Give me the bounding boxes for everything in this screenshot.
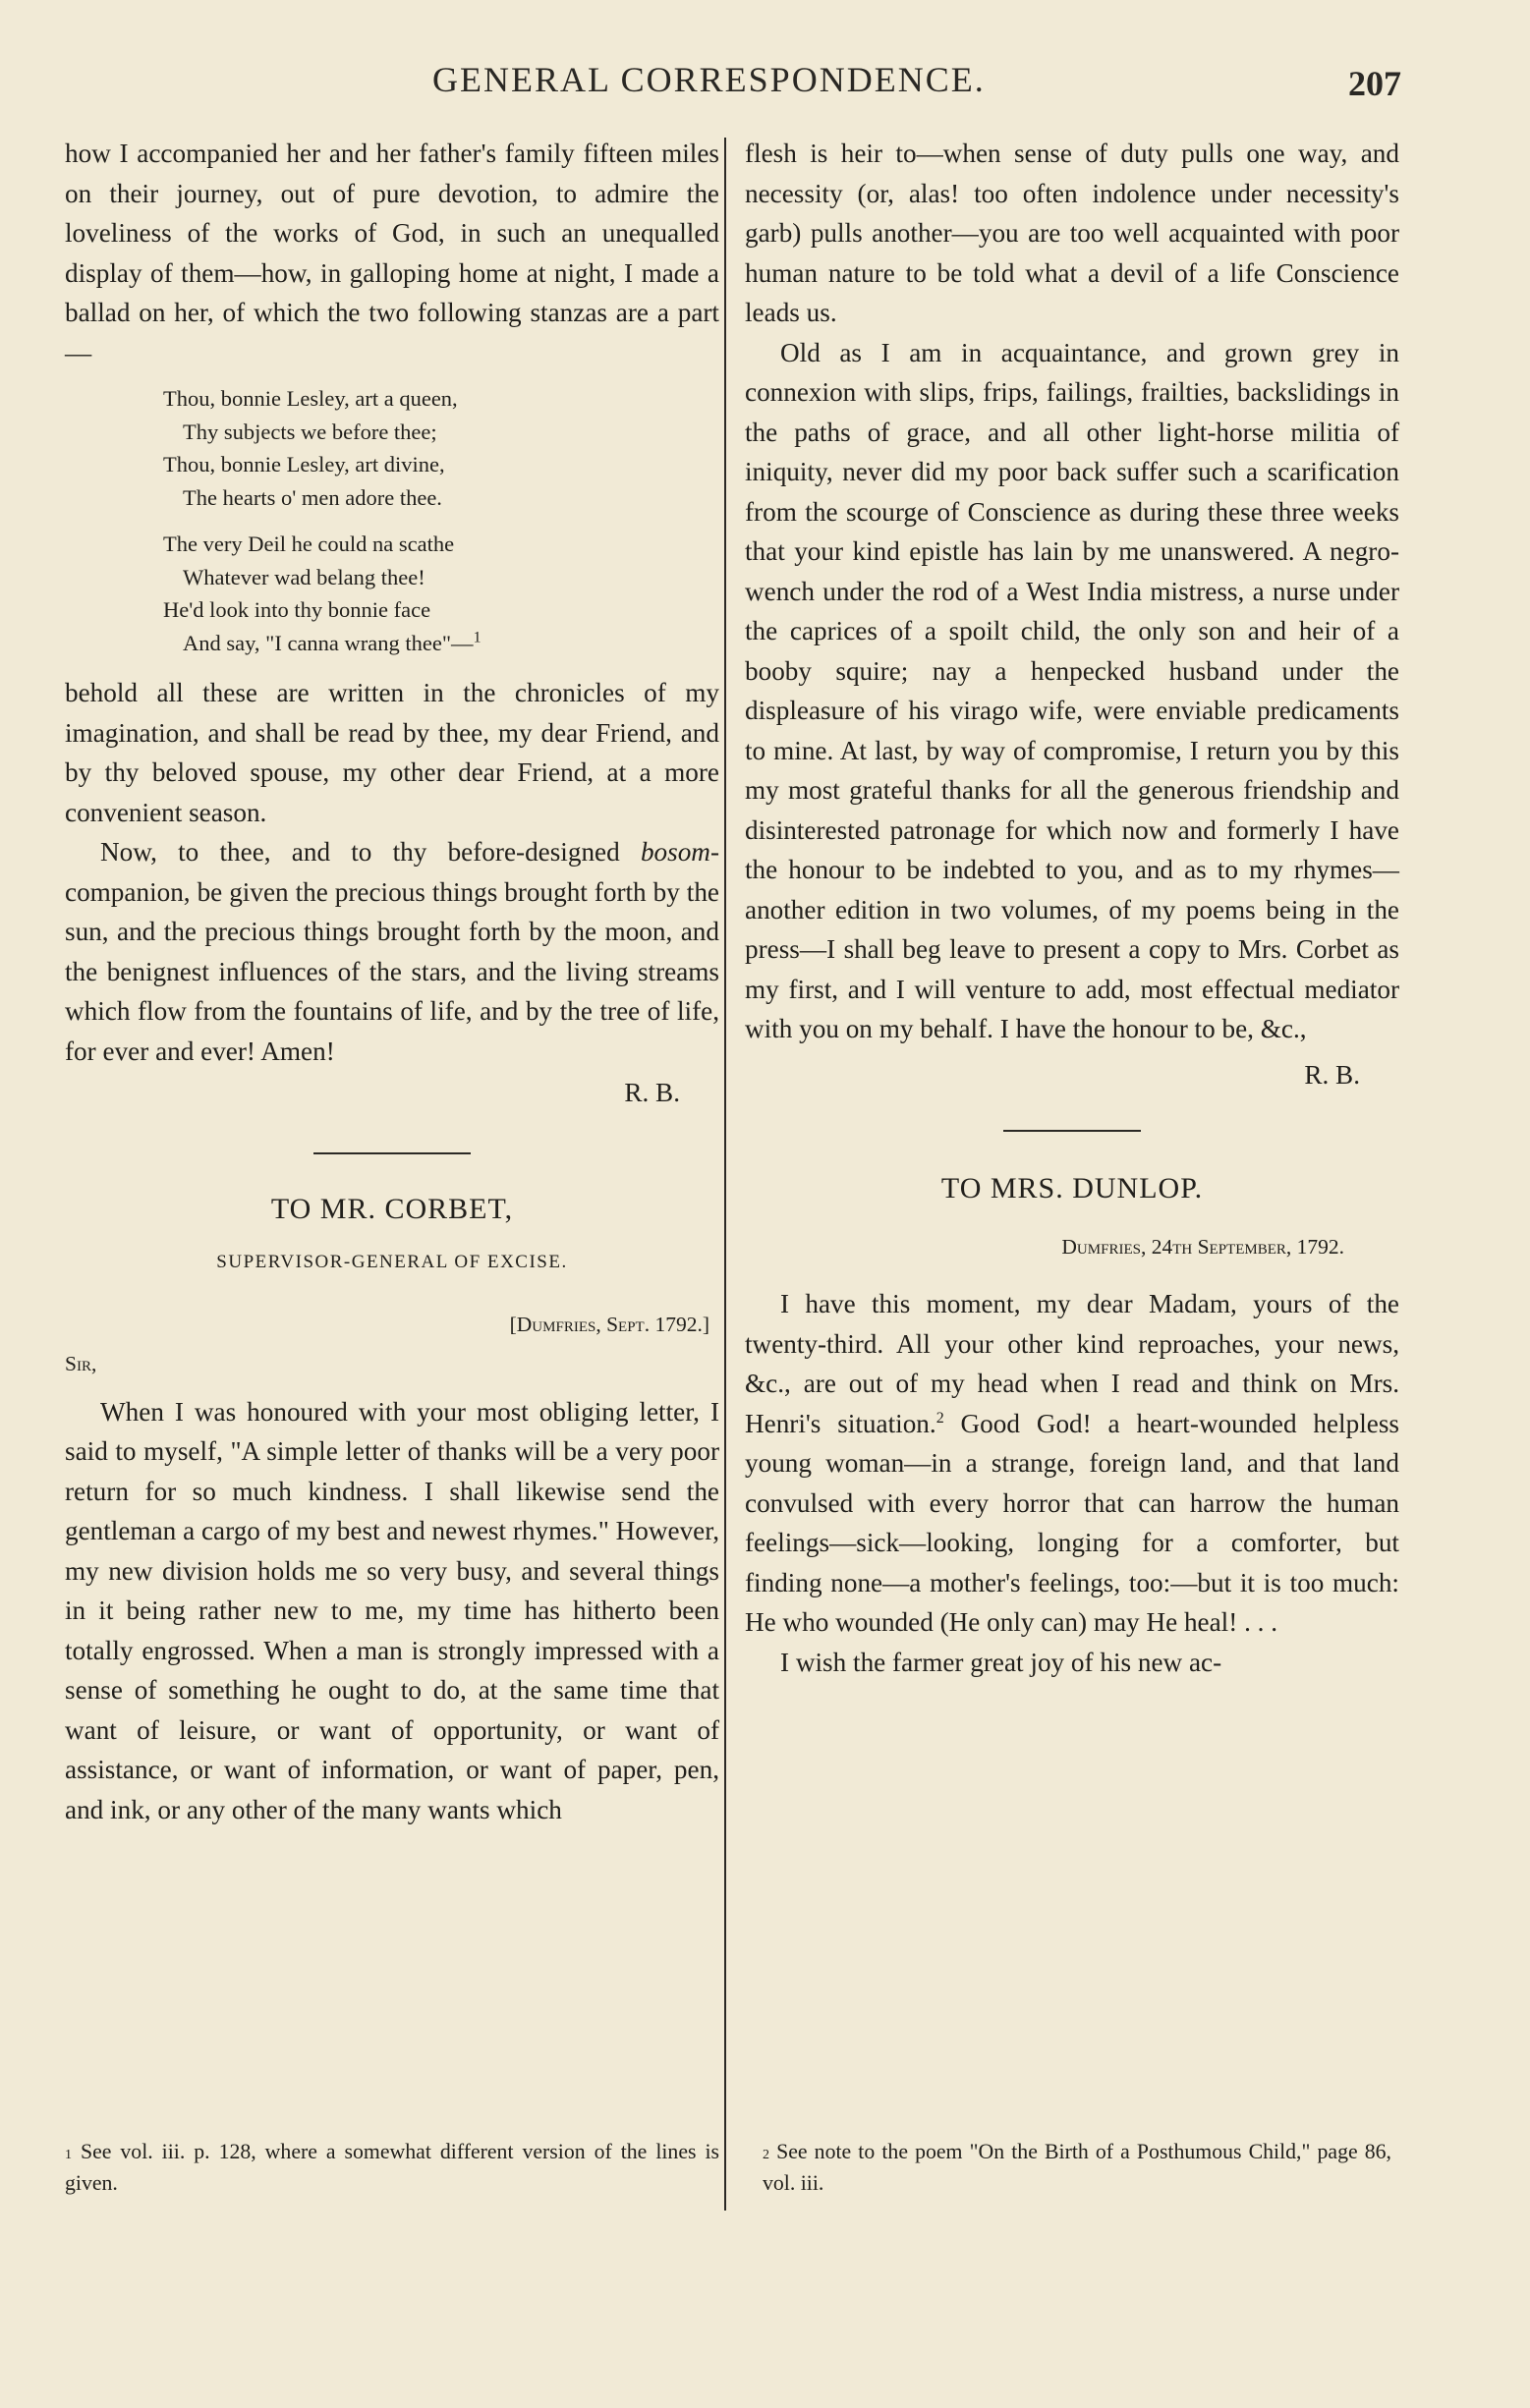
dateline: [Dumfries, Sept. 1792.] <box>509 1312 709 1336</box>
signature: R. B. <box>1304 1059 1360 1090</box>
paragraph: I wish the farmer great joy of his new ac- <box>780 1647 1222 1677</box>
paragraph-text: -companion, be given the precious things brought forth by the sun, and the precious things brought forth by the moon, and the benignest influences of the stars, and the living streams which flow from the fountains of life, and by the tree of life, for ever and ever! Amen! <box>65 837 719 1066</box>
paragraph-text: I have this moment, my dear Madam, yours of the twenty-third. All your other kind reproaches, your news, &c., are out of my head when I read and think on Mrs. Henri's situation. <box>745 1289 1399 1438</box>
footnote-mark: 1 <box>65 2148 72 2162</box>
footnote-ref: 1 <box>473 629 482 645</box>
signature: R. B. <box>624 1078 680 1107</box>
paragraph <box>65 832 719 1071</box>
paragraph: Old as I am in acquaintance, and grown grey in connexion with slips, frips, failings, frailties, backslidings in the paths of grace, and all other light-horse militia of iniquity, never did my poor back suffer such a scarification from the scourge of Conscience as during these three weeks that your kind epistle has lain by me unanswered. A negro-wench under the rod of a West India mistress, a nurse under the caprices of a spoilt child, the only son and heir of a booby squire; nay a henpecked husband under the displeasure of his virago wife, were enviable predicaments to mine. At last, by way of compromise, I return you by this my most grateful thanks for all the generous friendship and disinterested patronage for which now and formerly I have the honour to be indebted to you, and as to my rhymes—another edition in two volumes, of my poems being in the press—I shall beg leave to present a copy to Mrs. Corbet as my first, and I will venture to add, most effectual mediator with you on my behalf. I have the honour to be, &c., <box>745 337 1399 1043</box>
paragraph-text: Good God! a heart-wounded helpless young woman—in a strange, foreign land, and that land convulsed with every horror that can harrow the human feelings—sick—looking, longing for a comforter, but finding none—a mother's feelings, too:—but it is too much: He who wounded (He only can) may He heal! . . . <box>745 1408 1399 1637</box>
left-column <box>65 134 719 1829</box>
paragraph <box>745 1284 1399 1643</box>
verse-line: Thou, bonnie Lesley, art divine, <box>163 452 445 476</box>
running-head: GENERAL CORRESPONDENCE. <box>432 60 986 99</box>
verse-line: Thy subjects we before thee; <box>183 419 437 444</box>
paragraph: flesh is heir to—when sense of duty pulls one way, and necessity (or, alas! too often indolence under necessity's garb) pulls another—you are too well acquainted with poor human nature to be told what a devil of a life Conscience leads us. <box>745 139 1399 327</box>
footnote <box>65 2136 719 2199</box>
verse-line: He'd look into thy bonnie face <box>163 597 431 622</box>
footnote-text: See vol. iii. p. 128, where a somewhat different version of the lines is given. <box>65 2140 719 2195</box>
stanza <box>65 528 719 659</box>
stanza <box>65 382 719 514</box>
paragraph: behold all these are written in the chronicles of my imagination, and shall be read by thee, my dear Friend, and by thy beloved spouse, my other dear Friend, at a more convenient season. <box>65 678 719 827</box>
page-number: 207 <box>1348 64 1401 103</box>
footnote-mark: 2 <box>763 2148 769 2162</box>
verse-line-text: And say, "I canna wrang thee"— <box>183 630 474 655</box>
paragraph: how I accompanied her and her father's family fifteen miles on their journey, out of pure devotion, to admire the loveliness of the works of God, in such an unequalled display of them—how, in galloping home at night, I made a ballad on her, of which the two following stanzas are a part— <box>65 139 719 367</box>
verse-line: The very Deil he could na scathe <box>163 532 455 556</box>
footnote-text: See note to the poem "On the Birth of a Posthumous Child," page 86, vol. iii. <box>763 2140 1391 2195</box>
verse-line: Thou, bonnie Lesley, art a queen, <box>163 386 458 411</box>
footnote <box>763 2136 1391 2199</box>
dateline: Dumfries, 24th September, 1792. <box>1061 1234 1344 1259</box>
column-rule <box>724 138 726 2211</box>
verse-block <box>65 382 719 659</box>
emphasis-text: bosom <box>640 837 710 867</box>
page-header <box>0 59 1530 118</box>
letter-title: TO MR. CORBET, <box>270 1192 514 1225</box>
letter-subtitle: SUPERVISOR-GENERAL OF EXCISE. <box>216 1252 568 1272</box>
section-divider <box>1003 1130 1141 1132</box>
right-column <box>745 134 1399 1682</box>
verse-line <box>65 627 719 660</box>
footnote-ref: 2 <box>935 1409 944 1427</box>
verse-line: Whatever wad belang thee! <box>183 564 425 589</box>
verse-line: The hearts o' men adore thee. <box>183 484 442 510</box>
letter-title: TO MRS. DUNLOP. <box>940 1172 1204 1204</box>
salutation: Sir, <box>65 1352 97 1375</box>
section-divider <box>313 1152 471 1154</box>
paragraph-text: Now, to thee, and to thy before-designed <box>100 837 641 867</box>
paragraph: When I was honoured with your most obliging letter, I said to myself, "A simple letter of thanks will be a very poor return for so much kindness. I shall likewise send the gentleman a cargo of my best and newest rhymes." However, my new division holds me so very busy, and several things in it being rather new to me, my time has hitherto been totally engrossed. When a man is strongly impressed with a sense of something he ought to do, at the same time that want of leisure, or want of opportunity, or want of assistance, or want of information, or want of paper, pen, and ink, or any other of the many wants which <box>65 1396 719 1824</box>
